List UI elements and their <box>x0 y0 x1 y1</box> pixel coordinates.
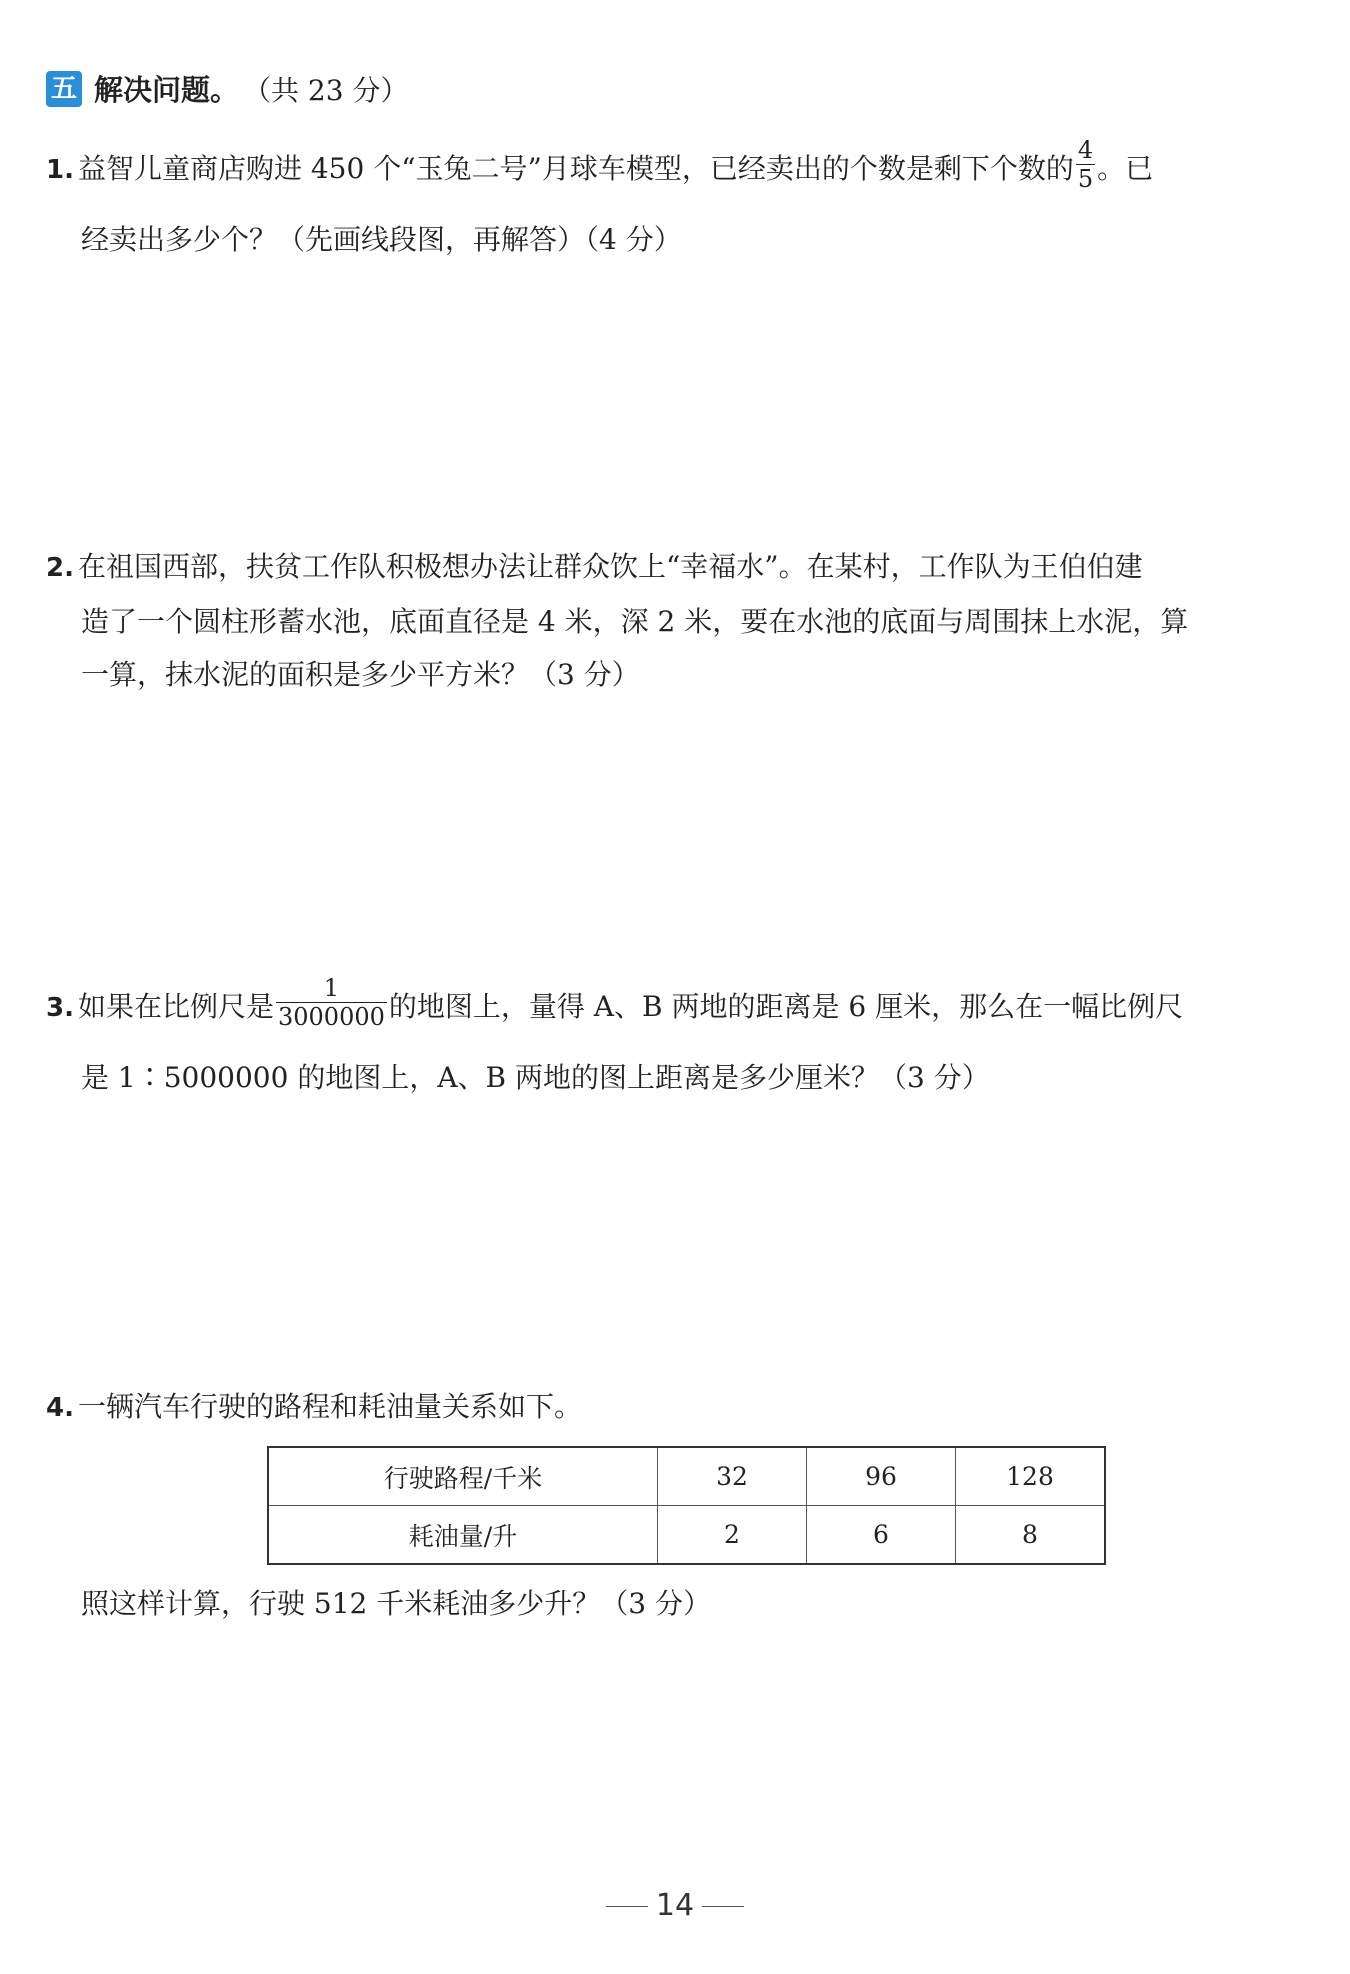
problem-4-question: 照这样计算，行驶 512 千米耗油多少升？（3 分） <box>81 1587 711 1620</box>
problem-1-text-b: 。已 <box>1097 152 1154 185</box>
problem-number: 3. <box>46 993 74 1023</box>
problem-1-line-2: 经卖出多少个？（先画线段图，再解答）（4 分） <box>81 223 682 256</box>
problem-1-line-1 <box>46 136 1291 199</box>
problem-3 <box>46 974 1291 1104</box>
table-cell: 32 <box>658 1447 807 1506</box>
section-badge: 五 <box>46 71 82 107</box>
problem-number: 2. <box>46 553 74 583</box>
table-row <box>268 1447 1105 1506</box>
problem-3-text-b: 的地图上，量得 A、B 两地的距离是 6 厘米，那么在一幅比例尺 <box>388 990 1184 1023</box>
page-number-dash-left <box>606 1906 648 1907</box>
problem-4-text: 一辆汽车行驶的路程和耗油量关系如下。 <box>77 1390 582 1423</box>
page-number-value: 14 <box>655 1888 695 1923</box>
fraction <box>1076 136 1095 193</box>
fraction <box>276 974 387 1031</box>
table-cell: 8 <box>956 1506 1106 1565</box>
problem-number: 1. <box>46 155 74 185</box>
table-cell: 6 <box>807 1506 956 1565</box>
section-title: 解决问题。 <box>94 73 240 107</box>
page-number-dash-right <box>702 1906 744 1907</box>
problem-3-line-1 <box>46 974 1291 1037</box>
problem-2 <box>46 540 1291 701</box>
fraction-denominator: 3000000 <box>277 1003 385 1031</box>
table-cell: 2 <box>658 1506 807 1565</box>
section-header <box>46 68 408 109</box>
problem-2-line-1 <box>46 540 1291 595</box>
fraction-denominator: 5 <box>1077 165 1094 193</box>
table-row-label: 行驶路程/千米 <box>268 1447 658 1506</box>
problem-4 <box>46 1380 1291 1435</box>
problem-1 <box>46 136 1291 266</box>
problem-2-line-3: 一算，抹水泥的面积是多少平方米？（3 分） <box>81 658 640 691</box>
problem-1-text-a: 益智儿童商店购进 450 个“玉兔二号”月球车模型，已经卖出的个数是剩下个数的 <box>77 152 1074 185</box>
problem-3-text-a: 如果在比例尺是 <box>77 990 274 1023</box>
table-cell: 96 <box>807 1447 956 1506</box>
fraction-numerator: 4 <box>1077 136 1094 164</box>
table-row <box>268 1506 1105 1565</box>
problem-2-line-2: 造了一个圆柱形蓄水池，底面直径是 4 米，深 2 米，要在水池的底面与周围抹上水泥，算 <box>81 605 1189 638</box>
table-cell: 128 <box>956 1447 1106 1506</box>
page-number <box>0 1888 1350 1923</box>
problem-number: 4. <box>46 1393 74 1423</box>
table-row-label: 耗油量/升 <box>268 1506 658 1565</box>
problem-2-text: 在祖国西部，扶贫工作队积极想办法让群众饮上“幸福水”。在某村，工作队为王伯伯建 <box>77 550 1143 583</box>
problem-3-line-2: 是 1∶5000000 的地图上，A、B 两地的图上距离是多少厘米？（3 分） <box>81 1061 990 1094</box>
section-score: （共 23 分） <box>243 73 409 107</box>
fraction-numerator: 1 <box>276 974 387 1003</box>
problem-4-intro <box>46 1380 1291 1435</box>
distance-fuel-table <box>267 1446 1106 1565</box>
